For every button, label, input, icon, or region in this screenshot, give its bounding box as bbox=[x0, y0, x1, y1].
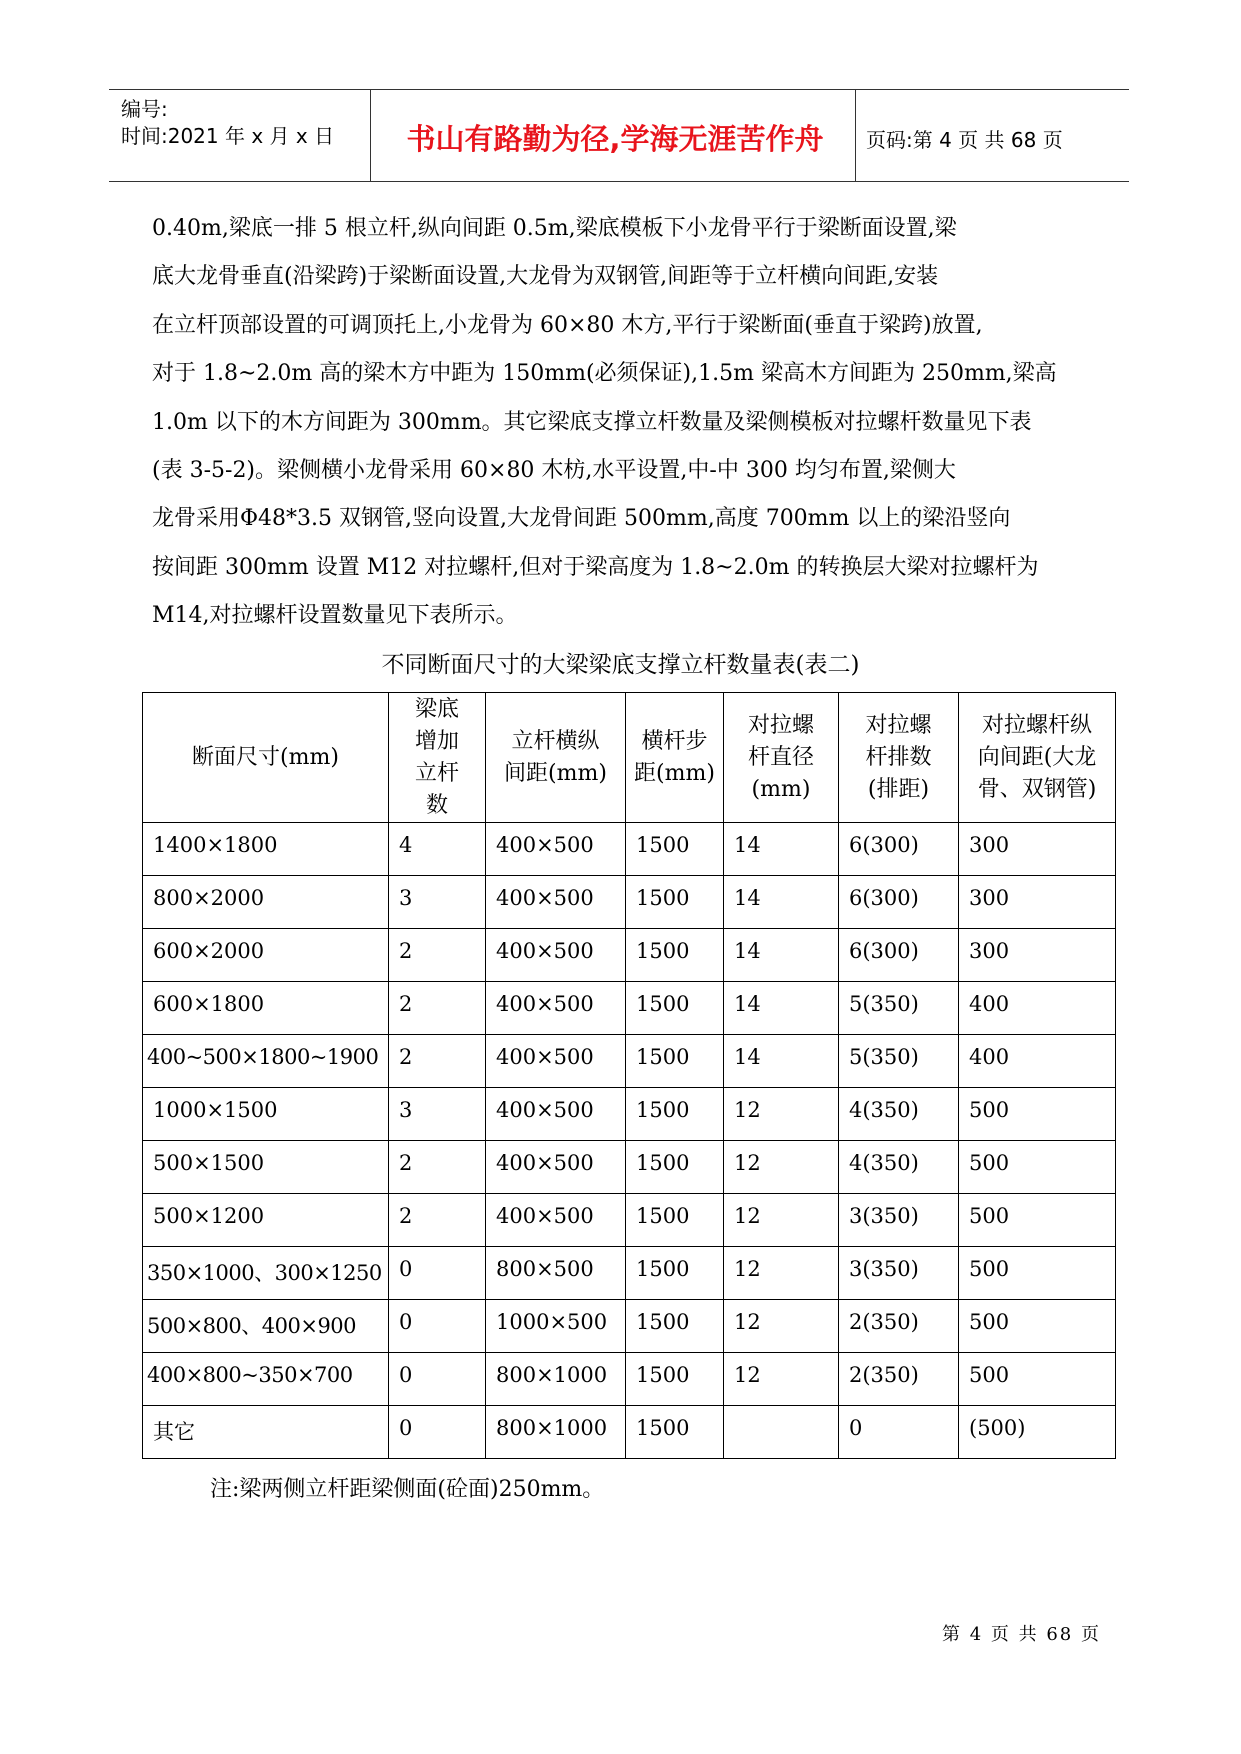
table-cell: 1500 bbox=[626, 982, 724, 1035]
table-cell: 12 bbox=[724, 1300, 839, 1353]
table-cell: 1500 bbox=[626, 1035, 724, 1088]
table-cell: 2 bbox=[389, 1194, 486, 1247]
table-cell: 800×1000 bbox=[486, 1406, 626, 1459]
table-row bbox=[143, 1141, 1116, 1194]
table-cell: 300 bbox=[959, 929, 1116, 982]
table-header-cell: 梁底 增加 立杆 数 bbox=[389, 693, 486, 823]
table-cell: 1500 bbox=[626, 1300, 724, 1353]
table-cell: 800×1000 bbox=[486, 1353, 626, 1406]
body-line: 1.0m 以下的木方间距为 300mm。其它梁底支撑立杆数量及梁侧模板对拉螺杆数量见下表 bbox=[152, 409, 1032, 435]
table-cell: 0 bbox=[389, 1300, 486, 1353]
table-cell: 400×500 bbox=[486, 876, 626, 929]
table-cell: 500×1200 bbox=[143, 1194, 389, 1247]
table-row bbox=[143, 1194, 1116, 1247]
table-header-row bbox=[143, 693, 1116, 823]
table-cell: 400×800~350×700 bbox=[143, 1353, 389, 1406]
table-header-cell: 对拉螺 杆直径 (mm) bbox=[724, 693, 839, 823]
table-cell: 14 bbox=[724, 876, 839, 929]
body-paragraph bbox=[152, 205, 1092, 641]
table-row bbox=[143, 929, 1116, 982]
table-cell: 5(350) bbox=[839, 1035, 959, 1088]
table-cell: 400×500 bbox=[486, 823, 626, 876]
table-cell: 1000×500 bbox=[486, 1300, 626, 1353]
table-cell: 2 bbox=[389, 982, 486, 1035]
table-cell: 400×500 bbox=[486, 982, 626, 1035]
table-cell: 600×1800 bbox=[143, 982, 389, 1035]
table-cell: 1500 bbox=[626, 1194, 724, 1247]
table-cell: 350×1000、300×1250 bbox=[143, 1247, 389, 1300]
table-cell: 12 bbox=[724, 1353, 839, 1406]
table-cell: 500×800、400×900 bbox=[143, 1300, 389, 1353]
table-cell: 12 bbox=[724, 1141, 839, 1194]
table-cell: 其它 bbox=[143, 1406, 389, 1459]
table-cell: 0 bbox=[389, 1353, 486, 1406]
table-cell: 0 bbox=[389, 1247, 486, 1300]
table-cell: 1400×1800 bbox=[143, 823, 389, 876]
table-row bbox=[143, 1247, 1116, 1300]
page-info: 页码:第 4 页 共 68 页 bbox=[866, 128, 1063, 152]
table-cell: 2 bbox=[389, 929, 486, 982]
table-header-cell: 对拉螺杆纵 向间距(大龙 骨、双钢管) bbox=[959, 693, 1116, 823]
table-cell: 4(350) bbox=[839, 1088, 959, 1141]
table-header-cell: 立杆横纵 间距(mm) bbox=[486, 693, 626, 823]
header-top-rule bbox=[109, 89, 1129, 90]
time-label: 时间:2021 年 x 月 x 日 bbox=[121, 124, 335, 148]
table-row bbox=[143, 1088, 1116, 1141]
table-cell: 1500 bbox=[626, 929, 724, 982]
body-line: 底大龙骨垂直(沿梁跨)于梁断面设置,大龙骨为双钢管,间距等于立杆横向间距,安装 bbox=[152, 264, 939, 290]
table-cell: 12 bbox=[724, 1088, 839, 1141]
table-cell: 400×500 bbox=[486, 929, 626, 982]
body-line: (表 3-5-2)。梁侧横小龙骨采用 60×80 木枋,水平设置,中-中 300 均匀布置,梁侧大 bbox=[152, 457, 956, 483]
table-cell: 1500 bbox=[626, 1141, 724, 1194]
table-row bbox=[143, 982, 1116, 1035]
table-cell: 0 bbox=[389, 1406, 486, 1459]
table-header-cell: 横杆步 距(mm) bbox=[626, 693, 724, 823]
table-cell: 500×1500 bbox=[143, 1141, 389, 1194]
table-cell: 14 bbox=[724, 929, 839, 982]
table-cell: 0 bbox=[839, 1406, 959, 1459]
table-note: 注:梁两侧立杆距梁侧面(砼面)250mm。 bbox=[210, 1477, 605, 1502]
table-cell: 1500 bbox=[626, 1247, 724, 1300]
table-cell: 500 bbox=[959, 1300, 1116, 1353]
table-cell: 500 bbox=[959, 1247, 1116, 1300]
body-line: 龙骨采用Φ48*3.5 双钢管,竖向设置,大龙骨间距 500mm,高度 700mm 以上的梁沿竖向 bbox=[152, 506, 1011, 532]
motto: 书山有路勤为径,学海无涯苦作舟 bbox=[406, 122, 824, 156]
table-cell: 1500 bbox=[626, 823, 724, 876]
table-cell: 600×2000 bbox=[143, 929, 389, 982]
table-cell: 400×500 bbox=[486, 1035, 626, 1088]
table-cell: 12 bbox=[724, 1194, 839, 1247]
body-line: M14,对拉螺杆设置数量见下表所示。 bbox=[152, 603, 518, 629]
table-cell: 500 bbox=[959, 1088, 1116, 1141]
table-cell: 1500 bbox=[626, 1406, 724, 1459]
support-pole-table bbox=[142, 692, 1116, 1459]
table-cell: 6(300) bbox=[839, 876, 959, 929]
table-cell: 2 bbox=[389, 1141, 486, 1194]
table-row bbox=[143, 1300, 1116, 1353]
table-cell: 3 bbox=[389, 1088, 486, 1141]
table-cell: 1500 bbox=[626, 876, 724, 929]
table-row bbox=[143, 876, 1116, 929]
table-cell: 1500 bbox=[626, 1088, 724, 1141]
page-footer: 第 4 页 共 68 页 bbox=[942, 1624, 1101, 1645]
table-cell: 500 bbox=[959, 1353, 1116, 1406]
table-cell: 500 bbox=[959, 1141, 1116, 1194]
table-cell: 2(350) bbox=[839, 1300, 959, 1353]
body-line: 对于 1.8~2.0m 高的梁木方中距为 150mm(必须保证),1.5m 梁高木方间距为 250mm,梁高 bbox=[152, 361, 1057, 387]
serial-label: 编号: bbox=[121, 97, 168, 121]
table-cell: 4(350) bbox=[839, 1141, 959, 1194]
table-cell: 400×500 bbox=[486, 1194, 626, 1247]
table-cell: 14 bbox=[724, 1035, 839, 1088]
table-cell: 300 bbox=[959, 876, 1116, 929]
table-cell: 3(350) bbox=[839, 1194, 959, 1247]
table-cell: 14 bbox=[724, 982, 839, 1035]
table-caption: 不同断面尺寸的大梁梁底支撑立杆数量表(表二) bbox=[381, 652, 860, 678]
header-divider-left bbox=[370, 89, 371, 181]
table-cell: 400×500 bbox=[486, 1141, 626, 1194]
table-cell: 300 bbox=[959, 823, 1116, 876]
table-cell: 800×500 bbox=[486, 1247, 626, 1300]
table-cell: 400~500×1800~1900 bbox=[143, 1035, 389, 1088]
table-row bbox=[143, 823, 1116, 876]
table-cell: (500) bbox=[959, 1406, 1116, 1459]
table-row bbox=[143, 1353, 1116, 1406]
table-cell: 4 bbox=[389, 823, 486, 876]
header-bottom-rule bbox=[109, 181, 1129, 182]
table-cell: 6(300) bbox=[839, 823, 959, 876]
table-cell: 400 bbox=[959, 1035, 1116, 1088]
table-cell: 500 bbox=[959, 1194, 1116, 1247]
table-cell: 12 bbox=[724, 1247, 839, 1300]
table-cell: 2(350) bbox=[839, 1353, 959, 1406]
body-line: 按间距 300mm 设置 M12 对拉螺杆,但对于梁高度为 1.8~2.0m 的转换层大梁对拉螺杆为 bbox=[152, 554, 1039, 580]
table-cell: 2 bbox=[389, 1035, 486, 1088]
table-cell: 400 bbox=[959, 982, 1116, 1035]
table-cell: 1500 bbox=[626, 1353, 724, 1406]
table-cell: 1000×1500 bbox=[143, 1088, 389, 1141]
body-line: 0.40m,梁底一排 5 根立杆,纵向间距 0.5m,梁底模板下小龙骨平行于梁断面设置,梁 bbox=[152, 216, 957, 241]
table-header-cell: 对拉螺 杆排数 (排距) bbox=[839, 693, 959, 823]
table-header-cell: 断面尺寸(mm) bbox=[143, 693, 389, 823]
table-cell: 800×2000 bbox=[143, 876, 389, 929]
table-cell: 5(350) bbox=[839, 982, 959, 1035]
table-cell: 400×500 bbox=[486, 1088, 626, 1141]
table-cell: 3(350) bbox=[839, 1247, 959, 1300]
table-cell bbox=[724, 1406, 839, 1459]
table-row bbox=[143, 1406, 1116, 1459]
table-row bbox=[143, 1035, 1116, 1088]
table-cell: 3 bbox=[389, 876, 486, 929]
table-cell: 6(300) bbox=[839, 929, 959, 982]
table-cell: 14 bbox=[724, 823, 839, 876]
body-line: 在立杆顶部设置的可调顶托上,小龙骨为 60×80 木方,平行于梁断面(垂直于梁跨)放置, bbox=[152, 312, 983, 338]
